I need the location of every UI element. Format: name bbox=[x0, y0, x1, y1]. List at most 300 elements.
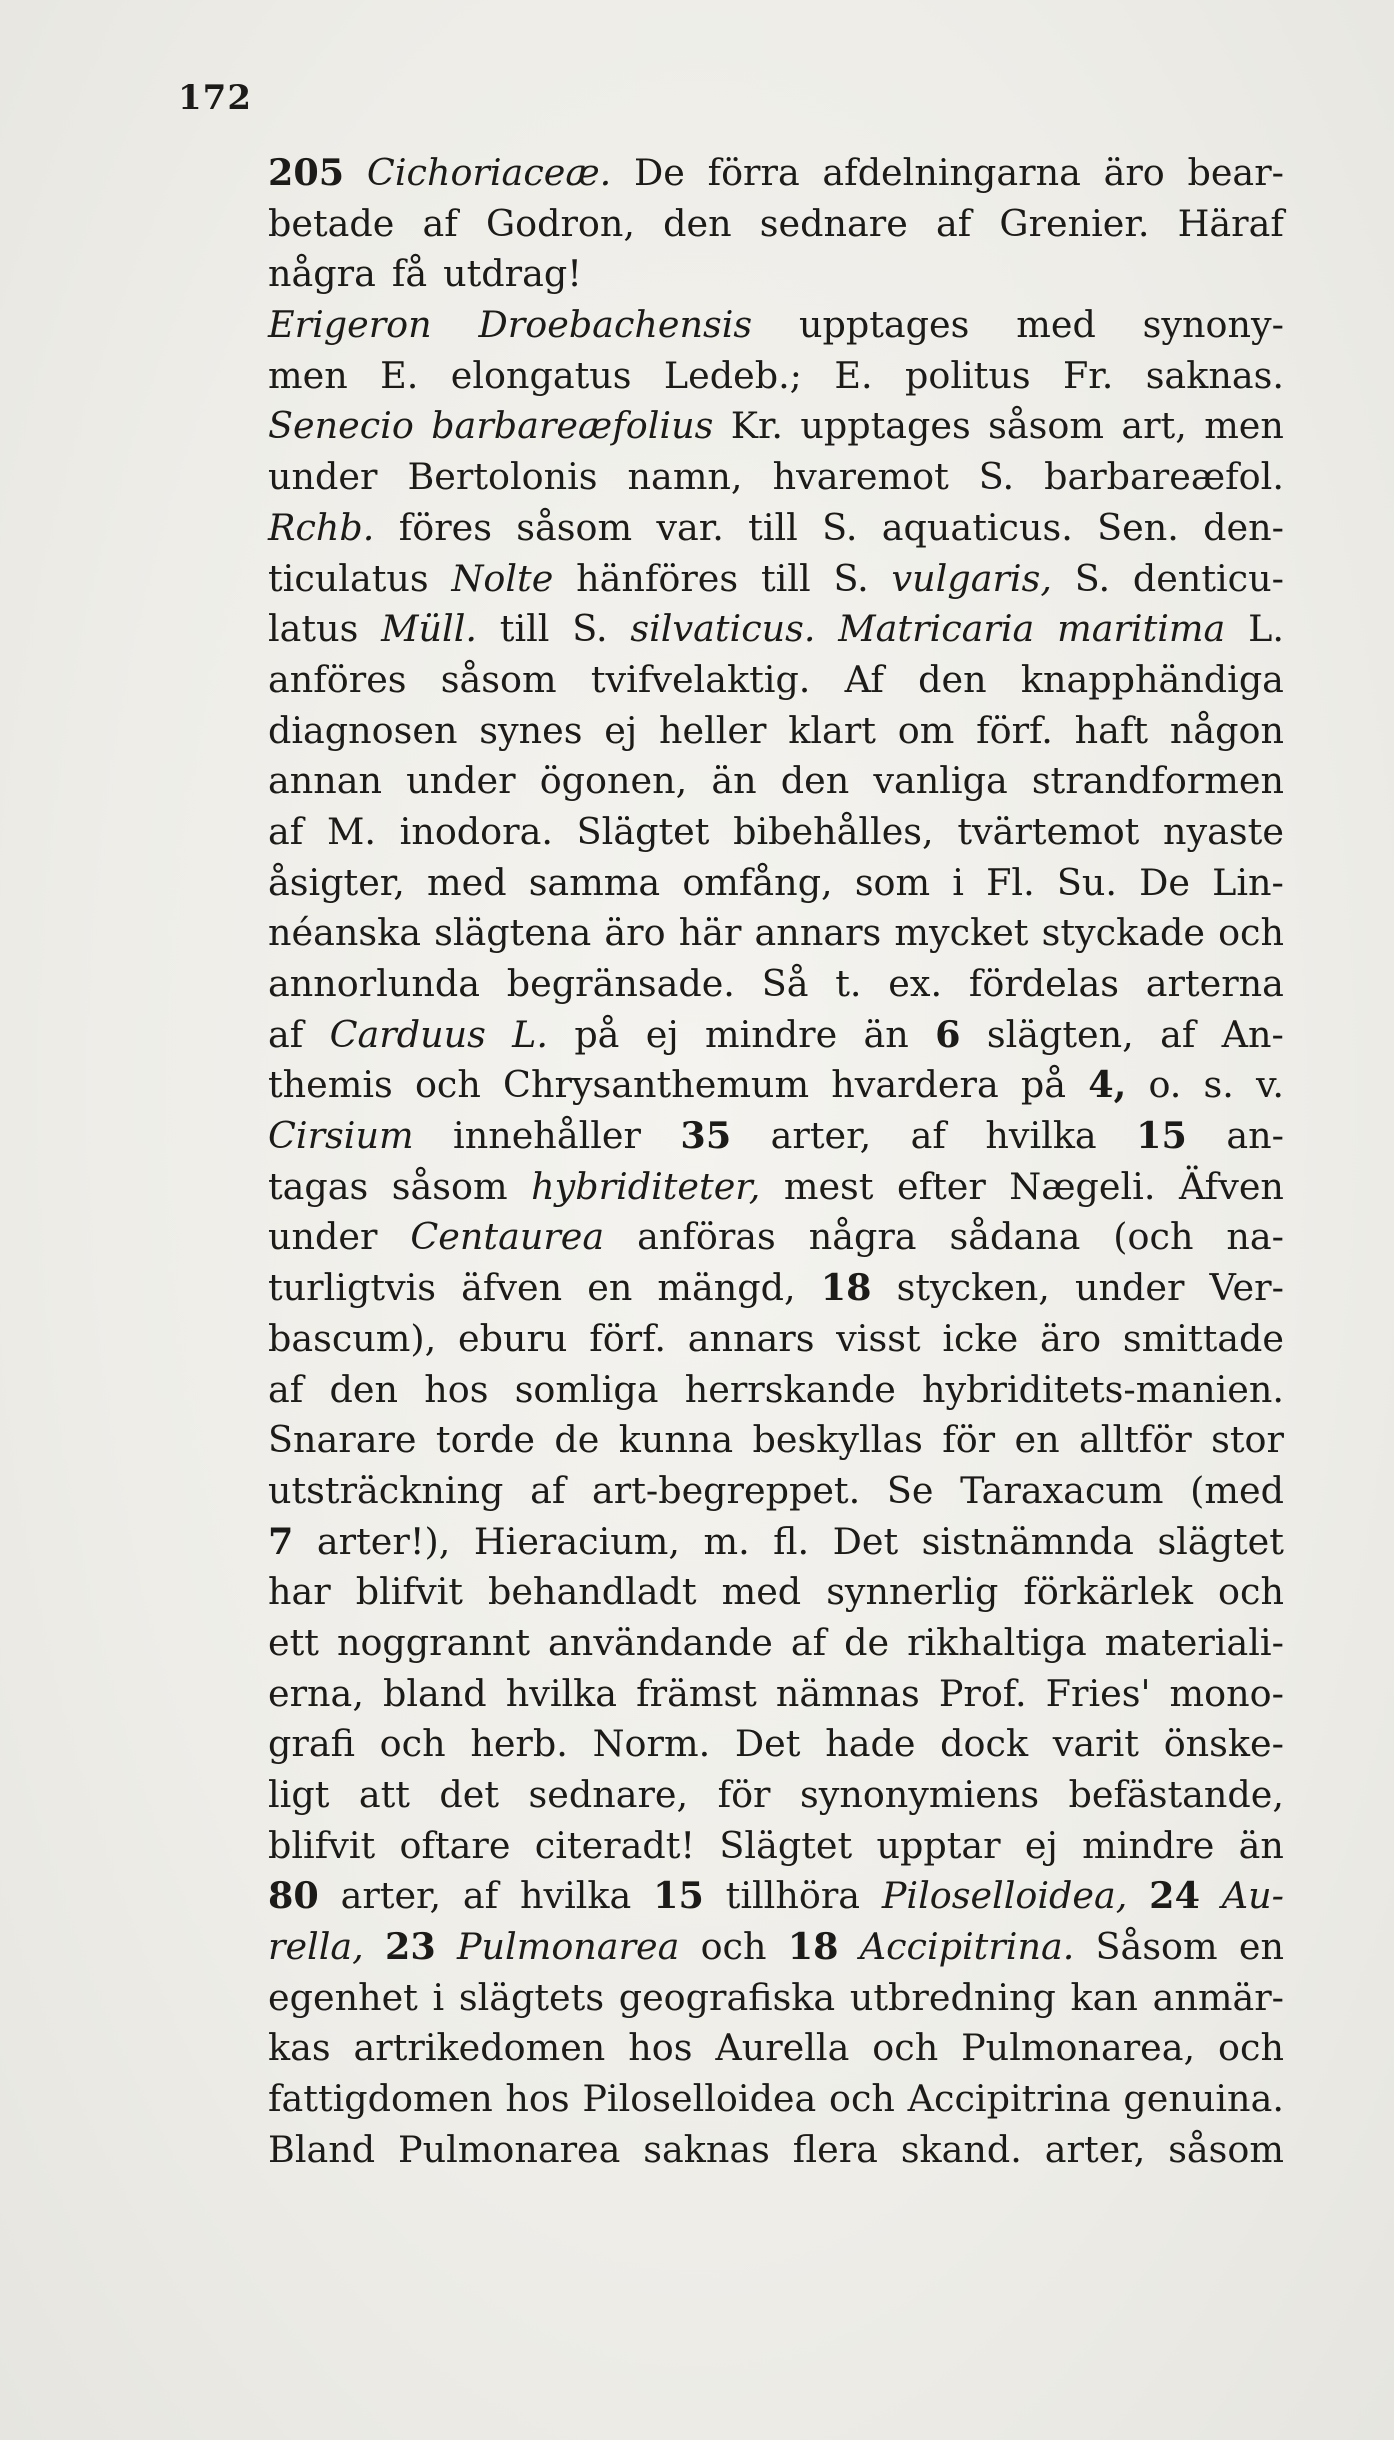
word: Fries' bbox=[1045, 1671, 1151, 1715]
text-line bbox=[268, 604, 1284, 655]
word: S. bbox=[1074, 556, 1111, 600]
word: en bbox=[1238, 1925, 1284, 1969]
word: upptar bbox=[876, 1823, 1001, 1867]
word: S. bbox=[572, 607, 608, 651]
word: styckade bbox=[1041, 911, 1205, 955]
word: synonymiens bbox=[799, 1773, 1040, 1816]
word: artrikedomen bbox=[353, 2026, 606, 2070]
word: någon bbox=[1169, 708, 1284, 752]
word: knapphändiga bbox=[1020, 657, 1284, 701]
word: s. bbox=[1203, 1063, 1234, 1107]
word: saknas. bbox=[1145, 353, 1284, 397]
word: alltför bbox=[1079, 1418, 1192, 1462]
word: som bbox=[854, 860, 931, 904]
word: Senecio bbox=[268, 404, 414, 448]
word: hos bbox=[505, 2077, 570, 2121]
word: rikhaltiga bbox=[907, 1620, 1087, 1664]
word: aquaticus. bbox=[881, 505, 1073, 549]
word: sistnämnda bbox=[921, 1519, 1134, 1563]
word: af bbox=[422, 201, 458, 245]
word: smittade bbox=[1122, 1316, 1284, 1360]
word: af bbox=[790, 1620, 827, 1664]
word: mono- bbox=[1169, 1671, 1284, 1715]
word: S. bbox=[822, 505, 858, 549]
word: ex. bbox=[888, 962, 943, 1005]
text-line bbox=[268, 1314, 1284, 1365]
word: noggrannt bbox=[336, 1620, 531, 1664]
word: i bbox=[952, 860, 964, 904]
word: kunna bbox=[618, 1418, 734, 1462]
word: och bbox=[700, 1925, 767, 1969]
word: skand. bbox=[900, 2127, 1022, 2171]
word: af bbox=[530, 1468, 566, 1512]
word: och bbox=[414, 1063, 481, 1107]
word: upptages bbox=[799, 303, 970, 347]
word: 23 bbox=[384, 1925, 436, 1969]
word: af bbox=[1160, 1012, 1196, 1056]
word: för bbox=[717, 1773, 771, 1816]
text-line bbox=[268, 756, 1284, 807]
word: hvilka bbox=[505, 1671, 618, 1715]
word: elongatus bbox=[450, 353, 632, 397]
word: Carduus bbox=[329, 1012, 486, 1056]
word: hade bbox=[825, 1722, 916, 1766]
word: och bbox=[872, 2026, 939, 2070]
word: 7 bbox=[268, 1519, 294, 1563]
word: hänföres bbox=[576, 556, 739, 600]
text-line bbox=[268, 858, 1284, 909]
word: såsom bbox=[440, 657, 557, 701]
page-number: 172 bbox=[178, 78, 252, 118]
word: Häraf bbox=[1177, 201, 1284, 245]
word: tagas bbox=[268, 1164, 369, 1208]
word: de bbox=[844, 1620, 890, 1664]
word: än bbox=[711, 759, 757, 803]
word: med bbox=[721, 1570, 802, 1614]
text-line bbox=[268, 1263, 1284, 1314]
word: såsom bbox=[516, 505, 633, 549]
word: themis bbox=[268, 1063, 393, 1107]
word: na- bbox=[1226, 1215, 1284, 1259]
word: namn, bbox=[627, 455, 743, 499]
text-line bbox=[268, 706, 1284, 757]
word: blifvit bbox=[268, 1823, 376, 1867]
word: den bbox=[918, 657, 987, 701]
word: och bbox=[379, 1722, 446, 1766]
word: Cirsium bbox=[268, 1114, 414, 1158]
word: t. bbox=[835, 962, 862, 1005]
word: än bbox=[1238, 1823, 1284, 1867]
word: betade bbox=[268, 201, 395, 245]
word: ticulatus bbox=[268, 556, 429, 600]
word: ett bbox=[268, 1620, 319, 1664]
word: visst bbox=[836, 1316, 921, 1360]
word: hvaremot bbox=[772, 455, 949, 499]
body-text bbox=[268, 148, 1284, 2176]
word: fl. bbox=[773, 1519, 810, 1563]
text-line bbox=[268, 655, 1284, 706]
text-line bbox=[268, 807, 1284, 858]
word: Slägtet bbox=[719, 1823, 853, 1867]
word: förkärlek bbox=[1023, 1570, 1194, 1614]
text-line bbox=[268, 351, 1284, 402]
word: Bland bbox=[268, 2127, 376, 2171]
word: 18 bbox=[820, 1266, 872, 1310]
word: af bbox=[935, 201, 972, 245]
word: beskyllas bbox=[752, 1418, 923, 1462]
word: oftare bbox=[399, 1823, 511, 1867]
word: Det bbox=[832, 1519, 899, 1563]
word: under bbox=[268, 1215, 378, 1259]
word: annars bbox=[687, 1316, 815, 1360]
word: saknas bbox=[643, 2127, 770, 2171]
word: anföres bbox=[268, 657, 407, 701]
word: haft bbox=[1074, 708, 1149, 752]
word: främst bbox=[636, 1671, 757, 1715]
word: Ver- bbox=[1209, 1266, 1284, 1310]
word: ej bbox=[604, 708, 638, 752]
word: Droebachensis bbox=[478, 303, 753, 347]
word: Fr. bbox=[1062, 353, 1114, 397]
word: Prof. bbox=[938, 1671, 1027, 1715]
word: citeradt! bbox=[534, 1823, 696, 1867]
word: synony- bbox=[1142, 303, 1284, 347]
word: under bbox=[1075, 1266, 1185, 1310]
word: mindre bbox=[1082, 1823, 1215, 1867]
word: förf. bbox=[976, 708, 1053, 752]
word: på bbox=[1020, 1063, 1067, 1107]
word: v. bbox=[1256, 1063, 1284, 1107]
word: Norm. bbox=[592, 1722, 711, 1766]
word: S. bbox=[978, 455, 1015, 499]
word: Äfven bbox=[1178, 1164, 1284, 1208]
word: Fl. bbox=[986, 860, 1035, 904]
word: Cichoriaceæ. bbox=[366, 151, 612, 194]
word: ögonen, bbox=[539, 759, 688, 803]
text-line bbox=[268, 1365, 1284, 1416]
word: strandformen bbox=[1031, 759, 1284, 803]
word: fördelas bbox=[968, 962, 1119, 1005]
word: Pulmonarea bbox=[456, 1925, 680, 1969]
word: af bbox=[910, 1114, 946, 1158]
word: användande bbox=[548, 1620, 773, 1664]
word: 4, bbox=[1088, 1063, 1127, 1107]
text-line bbox=[268, 1466, 1284, 1517]
word: annars bbox=[754, 911, 882, 955]
word: klart bbox=[788, 708, 876, 752]
text-line bbox=[268, 1212, 1284, 1263]
word: erna, bbox=[268, 1671, 364, 1715]
word: de bbox=[554, 1418, 600, 1462]
word: af bbox=[268, 809, 304, 853]
word: Kr. bbox=[730, 404, 784, 448]
word: föres bbox=[398, 505, 492, 549]
word: hybriditets-manien. bbox=[922, 1367, 1284, 1411]
word: maritima bbox=[1057, 607, 1226, 651]
word: mest bbox=[783, 1164, 874, 1208]
word: E. bbox=[380, 353, 419, 397]
word: hos bbox=[424, 1367, 489, 1411]
word: nyaste bbox=[1163, 809, 1284, 853]
word: Au- bbox=[1221, 1874, 1284, 1918]
word: till bbox=[748, 505, 798, 549]
word: Taraxacum bbox=[960, 1468, 1164, 1512]
word: De bbox=[633, 151, 685, 194]
word: Erigeron bbox=[268, 303, 432, 347]
word: med bbox=[426, 860, 507, 904]
text-line bbox=[268, 199, 1284, 250]
word: 6 bbox=[935, 1012, 961, 1056]
word: af bbox=[268, 1367, 304, 1411]
word: tvifvelaktig. bbox=[590, 657, 811, 701]
word: inodora. bbox=[399, 809, 553, 853]
word: hybriditeter, bbox=[531, 1164, 761, 1208]
word: politus bbox=[904, 353, 1031, 397]
word: det bbox=[439, 1773, 500, 1816]
word: Müll. bbox=[381, 607, 477, 651]
word: sådana bbox=[949, 1215, 1081, 1259]
word: an- bbox=[1226, 1114, 1284, 1158]
word: under bbox=[268, 455, 378, 499]
word: en bbox=[1014, 1418, 1060, 1462]
word: eburu bbox=[458, 1316, 568, 1360]
word: synnerlig bbox=[826, 1570, 999, 1614]
word: art, bbox=[1121, 404, 1187, 448]
word: slägtena bbox=[434, 911, 592, 955]
word: Det bbox=[734, 1722, 801, 1766]
text-line bbox=[268, 1010, 1284, 1061]
word: S. bbox=[833, 556, 869, 600]
word: nämnas bbox=[775, 1671, 920, 1715]
word: för bbox=[942, 1418, 996, 1462]
word: den bbox=[329, 1367, 398, 1411]
word: var. bbox=[656, 505, 724, 549]
word: néanska bbox=[268, 911, 421, 955]
text-line bbox=[268, 2023, 1284, 2074]
text-line bbox=[268, 1162, 1284, 1213]
word: bear- bbox=[1187, 151, 1284, 194]
word: Centaurea bbox=[410, 1215, 605, 1259]
word: Nægeli. bbox=[1009, 1164, 1156, 1208]
word: åsigter, bbox=[268, 860, 405, 904]
word: geografiska bbox=[618, 1975, 836, 2019]
text-line bbox=[268, 1111, 1284, 1162]
word: mycket bbox=[894, 911, 1029, 955]
word: tillhöra bbox=[725, 1874, 861, 1918]
word: bascum), bbox=[268, 1316, 437, 1360]
word: ej bbox=[645, 1012, 679, 1056]
word: bland bbox=[382, 1671, 487, 1715]
word: turligtvis bbox=[268, 1266, 437, 1310]
word: Bertolonis bbox=[407, 455, 598, 499]
word: Pulmonarea bbox=[398, 2127, 621, 2171]
word: barbareæfolius bbox=[431, 404, 714, 448]
word: Så bbox=[761, 962, 809, 1005]
word: heller bbox=[658, 708, 767, 752]
word: att bbox=[358, 1773, 410, 1816]
word: Nolte bbox=[451, 556, 554, 600]
word: 15 bbox=[1136, 1114, 1187, 1158]
word: arter, bbox=[770, 1114, 872, 1158]
word: afdelningarna bbox=[822, 151, 1081, 194]
text-line bbox=[268, 1415, 1284, 1466]
text-line bbox=[268, 401, 1284, 452]
word: äfven bbox=[461, 1266, 563, 1310]
word: befästande, bbox=[1068, 1773, 1284, 1816]
word: materiali- bbox=[1104, 1620, 1284, 1664]
text-line bbox=[268, 1821, 1284, 1872]
word: till bbox=[760, 556, 811, 600]
word: kas bbox=[268, 2026, 331, 2070]
word: hvardera bbox=[831, 1063, 999, 1107]
word: och bbox=[1218, 1570, 1284, 1614]
text-line bbox=[268, 1669, 1284, 1720]
word: Se bbox=[886, 1468, 934, 1512]
text-line bbox=[268, 1618, 1284, 1669]
word: äro bbox=[604, 911, 666, 955]
word: rella, bbox=[268, 1925, 364, 1969]
word: slägten, bbox=[986, 1012, 1134, 1056]
word: den- bbox=[1203, 505, 1284, 549]
word: anföras bbox=[637, 1215, 776, 1259]
text-line bbox=[268, 554, 1284, 605]
word: mindre bbox=[705, 1012, 838, 1056]
text-line bbox=[268, 1770, 1284, 1821]
word: m. bbox=[703, 1519, 750, 1563]
word: 15 bbox=[653, 1874, 704, 1918]
word: Rchb. bbox=[268, 505, 375, 549]
word: 18 bbox=[787, 1925, 839, 1969]
word: än bbox=[863, 1012, 909, 1056]
word: De bbox=[1139, 860, 1190, 904]
word: och bbox=[829, 2077, 895, 2121]
word: Ledeb.; bbox=[663, 353, 802, 397]
word: innehåller bbox=[453, 1114, 641, 1158]
word: på bbox=[574, 1012, 620, 1056]
word: genuina. bbox=[1123, 2077, 1284, 2121]
word: hvilka bbox=[985, 1114, 1097, 1158]
word: Su. bbox=[1056, 860, 1117, 904]
word: arter, bbox=[340, 1874, 442, 1918]
word: vulgaris, bbox=[891, 556, 1052, 600]
word: arterna bbox=[1145, 962, 1284, 1005]
word: somliga bbox=[514, 1367, 659, 1411]
word: annorlunda bbox=[268, 962, 481, 1005]
word: hos bbox=[628, 2026, 693, 2070]
word: till bbox=[499, 607, 550, 651]
word: kan bbox=[1070, 1975, 1138, 2019]
word: den bbox=[780, 759, 850, 803]
word: men bbox=[1204, 404, 1284, 448]
word: silvaticus. bbox=[630, 607, 816, 651]
word: L. bbox=[1248, 607, 1284, 651]
word: af bbox=[462, 1874, 499, 1918]
word: barbareæfol. bbox=[1044, 455, 1284, 499]
text-line bbox=[268, 1060, 1284, 1111]
word: den bbox=[663, 201, 732, 245]
text-line bbox=[268, 503, 1284, 554]
word: omfång, bbox=[682, 860, 833, 904]
word: har bbox=[268, 1570, 331, 1614]
word: Piloselloidea, bbox=[881, 1874, 1128, 1918]
word: och bbox=[1218, 911, 1284, 955]
word: anmär- bbox=[1152, 1975, 1284, 2019]
word: hvilka bbox=[519, 1874, 632, 1918]
word: begränsade. bbox=[506, 962, 735, 1005]
word: torde bbox=[435, 1418, 535, 1462]
word: såsom bbox=[391, 1164, 508, 1208]
word: utsträckning bbox=[268, 1468, 504, 1512]
word: grafi bbox=[268, 1722, 355, 1766]
word: 35 bbox=[680, 1114, 732, 1158]
text-line bbox=[268, 1871, 1284, 1922]
word: (med bbox=[1190, 1468, 1284, 1512]
word: Snarare bbox=[268, 1418, 417, 1462]
text-line bbox=[268, 1922, 1284, 1973]
text-line bbox=[268, 1973, 1284, 2024]
word: utbredning bbox=[849, 1975, 1056, 2019]
word: Hieracium, bbox=[473, 1519, 680, 1563]
text-line bbox=[268, 2125, 1284, 2176]
word: med bbox=[1016, 303, 1096, 347]
word: samma bbox=[528, 860, 661, 904]
word: 80 bbox=[268, 1874, 319, 1918]
word: arter, bbox=[1044, 2127, 1146, 2171]
word: Grenier. bbox=[999, 201, 1150, 245]
text-line bbox=[268, 908, 1284, 959]
word: Af bbox=[844, 657, 884, 701]
word: vanliga bbox=[873, 759, 1008, 803]
word: utdrag! bbox=[443, 252, 582, 296]
word: annan bbox=[268, 759, 383, 803]
word: förra bbox=[707, 151, 800, 194]
word: Pulmonarea, bbox=[961, 2026, 1196, 2070]
word: (och bbox=[1113, 1215, 1194, 1259]
word: önske- bbox=[1163, 1722, 1284, 1766]
word: ej bbox=[1024, 1823, 1058, 1867]
word: Såsom bbox=[1095, 1925, 1218, 1969]
word: 24 bbox=[1149, 1874, 1200, 1918]
word: få bbox=[391, 252, 428, 296]
word: förf. bbox=[589, 1316, 666, 1360]
word: art-begreppet. bbox=[592, 1468, 861, 1512]
word: upptages bbox=[800, 404, 971, 448]
word: men bbox=[268, 353, 348, 397]
word: E. bbox=[834, 353, 873, 397]
word: diagnosen bbox=[268, 708, 458, 752]
word: tvärtemot bbox=[957, 809, 1140, 853]
word: Matricaria bbox=[838, 607, 1035, 651]
word: Accipitrina bbox=[907, 2077, 1111, 2121]
word: slägtet bbox=[1157, 1519, 1284, 1563]
text-line bbox=[268, 452, 1284, 503]
word: bibehålles, bbox=[733, 809, 934, 853]
word: Sen. bbox=[1097, 505, 1179, 549]
word: några bbox=[808, 1215, 917, 1259]
word: denticu- bbox=[1132, 556, 1284, 600]
word: herrskande bbox=[684, 1367, 896, 1411]
word: arter!), bbox=[316, 1519, 451, 1563]
word: och bbox=[1218, 2026, 1284, 2070]
word: o. bbox=[1148, 1063, 1182, 1107]
word: An- bbox=[1221, 1012, 1284, 1056]
word: varit bbox=[1052, 1722, 1139, 1766]
word: af bbox=[268, 1012, 304, 1056]
word: såsom bbox=[1168, 2127, 1284, 2171]
word: M. bbox=[326, 809, 376, 853]
word: flera bbox=[792, 2127, 878, 2171]
word: en bbox=[587, 1266, 633, 1310]
